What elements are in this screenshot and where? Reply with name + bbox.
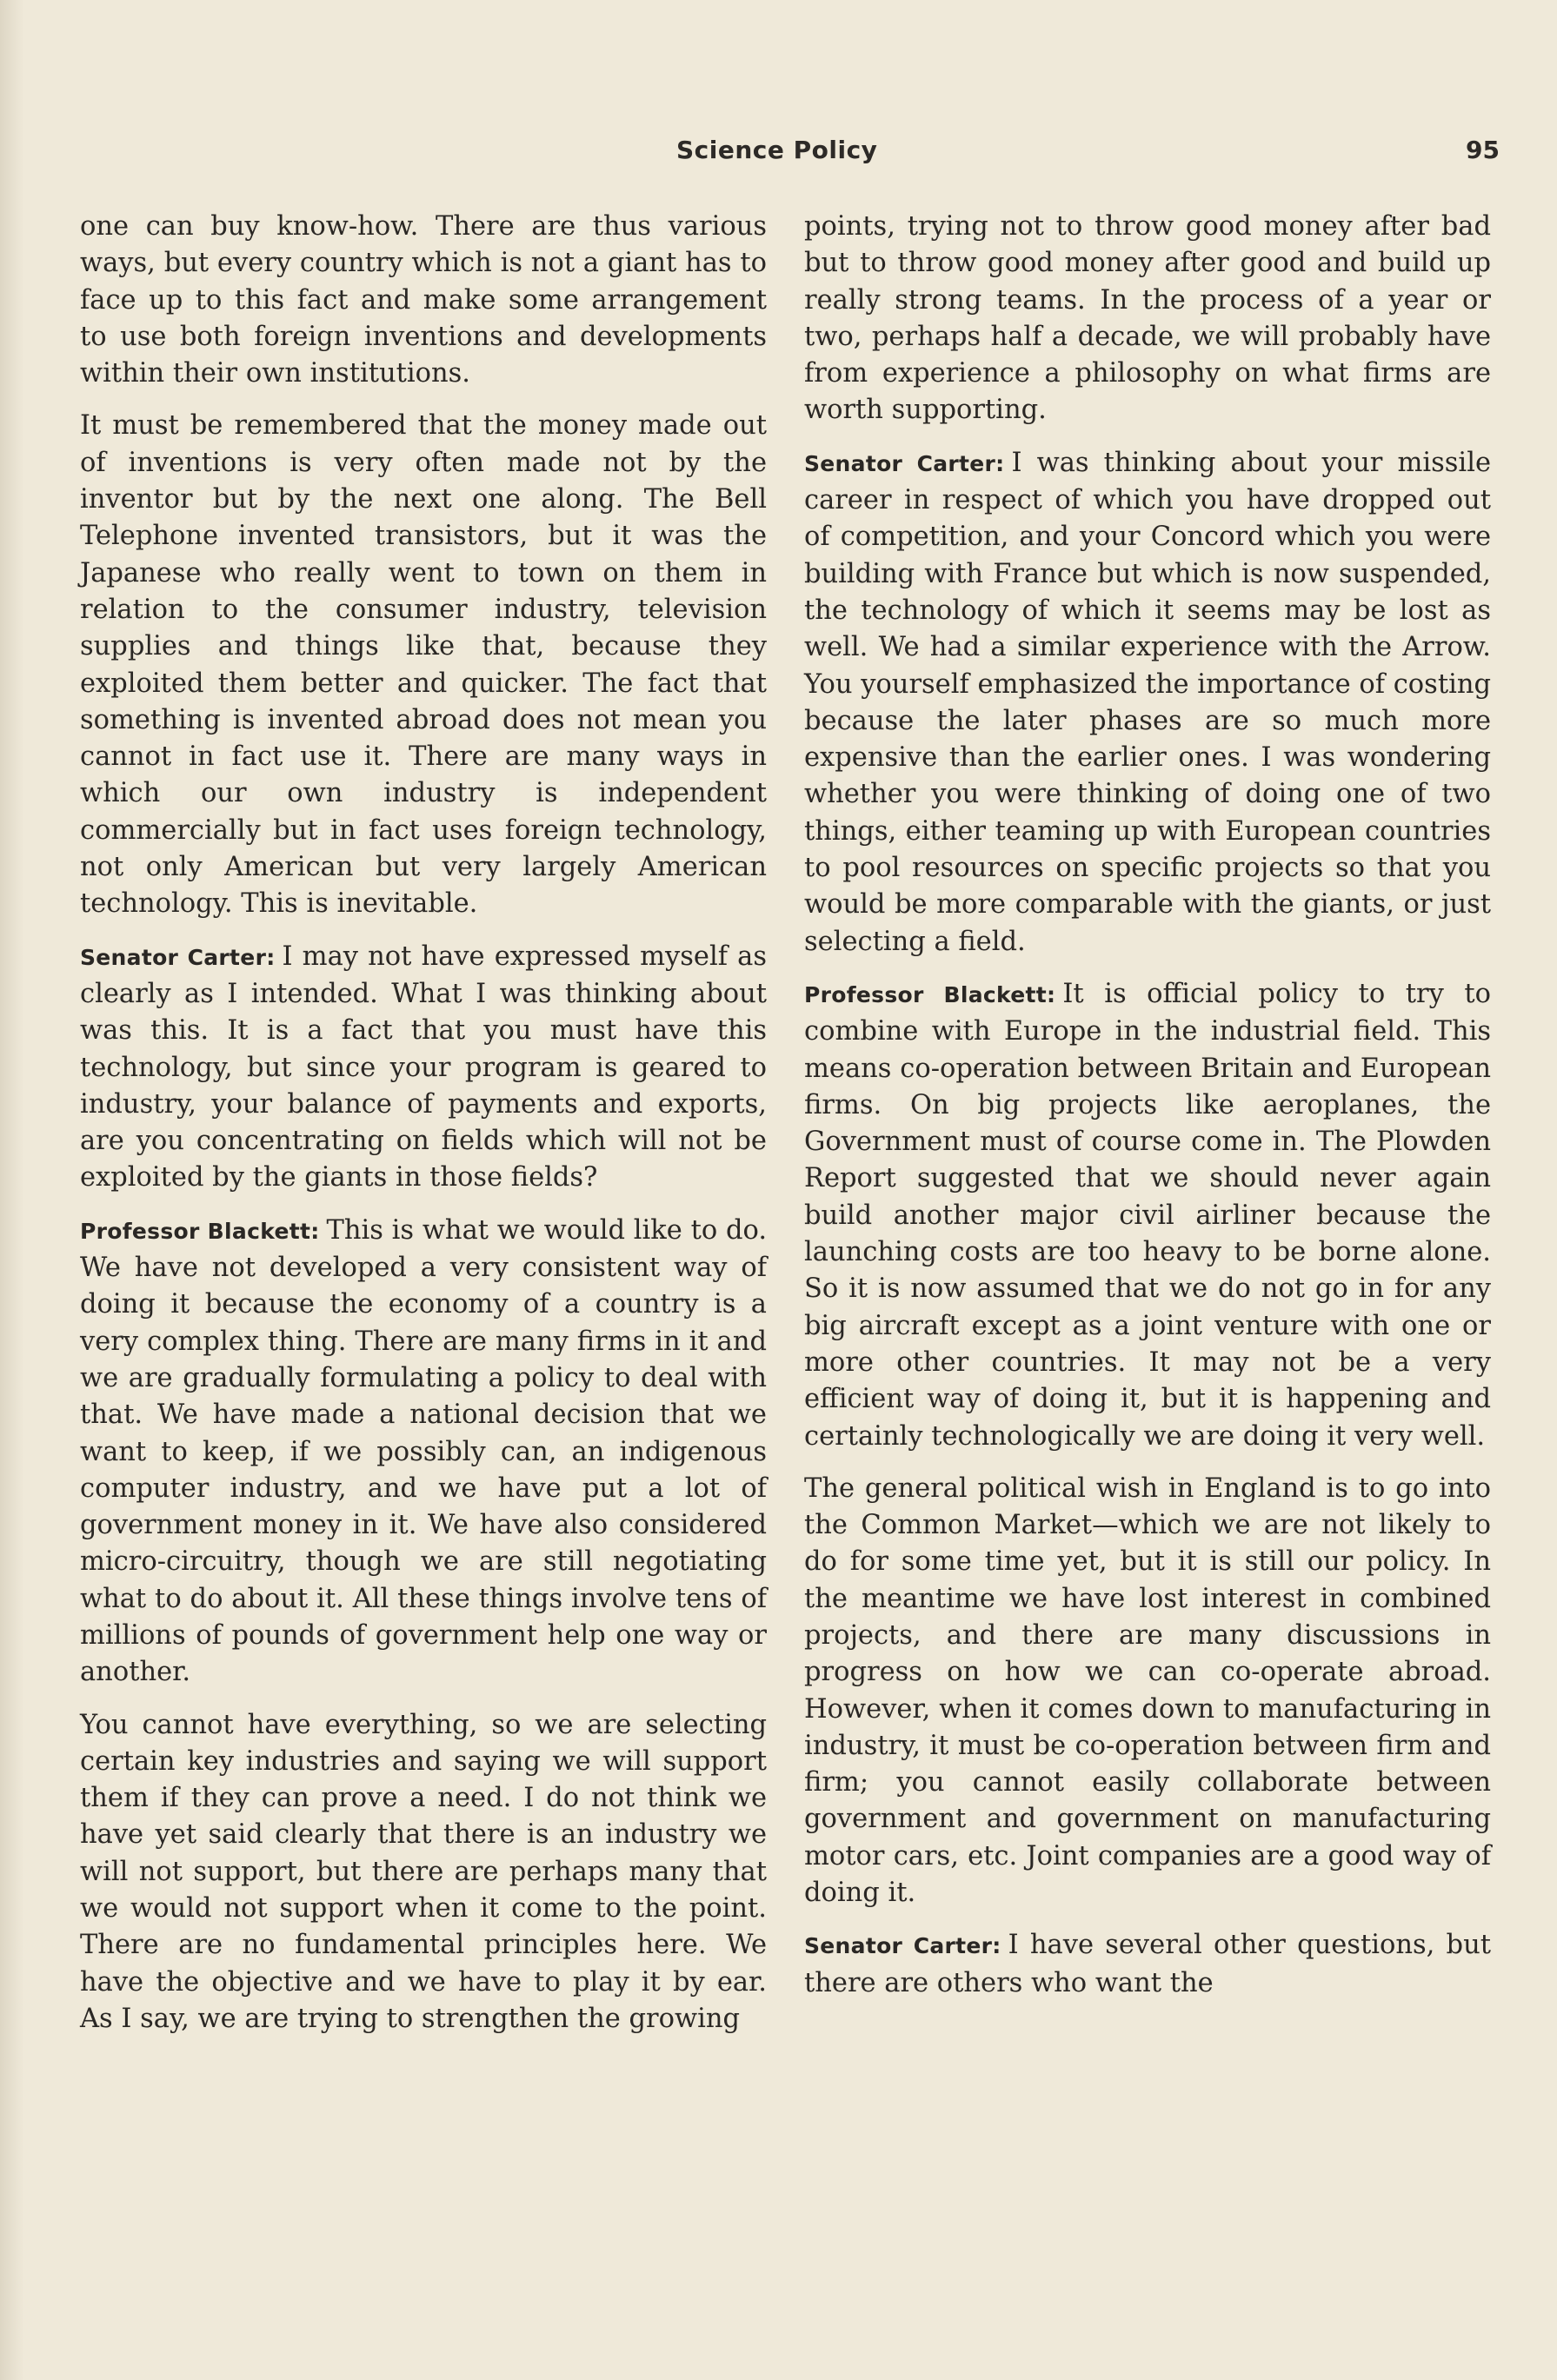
page-number: 95 xyxy=(1466,136,1500,164)
running-header xyxy=(0,136,1557,174)
paragraph xyxy=(804,976,1491,1455)
paragraph-text: points, trying not to throw good money after bad but to throw good money after good and build up really strong teams. In the process of a year or two, perhaps half a decade, we will probably have from experience a philosophy on what firms are worth supporting. xyxy=(804,211,1491,426)
speaker-label: Senator Carter: xyxy=(80,944,276,970)
paragraph xyxy=(80,939,767,1197)
paragraph xyxy=(804,209,1491,429)
paragraph-text: You cannot have everything, so we are selecting certain key industries and saying we will support them if they can prove a need. I do not think we have yet said clearly that there is an industry we will not support, but there are perhaps many that we would not support when it come to the point. There are no fundamental principles here. We have the objective and we have to play it by ear. As I say, we are trying to strengthen the growing xyxy=(80,1709,767,2034)
running-title: Science Policy xyxy=(676,136,878,164)
paragraph-text: I was thinking about your missile career in respect of which you have dropped out of competition, and your Concord which you were building with France but which is now suspended, the technology of which it seems may be lost as well. We had a similar experience with the Arrow. You yourself emphasized the importance of costing because the later phases are so much more expensive than the earlier ones. I was wondering whether you were thinking of doing one of two things, either teaming up with European countries to pool resources on specific projects so that you would be more comparable with the giants, or just selecting a field. xyxy=(804,447,1491,957)
paragraph-text: This is what we would like to do. We have not developed a very consistent way of doing it because the economy of a country is a very complex thing. There are many firms in it and we are gradually formulating a policy to deal with that. We have made a national decision that we want to keep, if we possibly can, an indigenous computer industry, and we have put a lot of government money in it. We have also considered micro-circuitry, though we are still negotiating what to do about it. All these things involve tens of millions of pounds of government help one way or another. xyxy=(80,1214,768,1688)
paragraph-text: It must be remembered that the money made out of inventions is very often made not by the inventor but by the next one along. The Bell Telephone invented transistors, but it was the Japanese who really went to town on them in relation to the consumer industry, television supplies and things like that, because they exploited them better and quicker. The fact that something is invented abroad does not mean you cannot in fact use it. There are many ways in which our own industry is independent commercially but in fact uses foreign technology, not only American but very largely American technology. This is inevitable. xyxy=(80,410,767,920)
paragraph xyxy=(80,1213,767,1692)
speaker-label: Senator Carter: xyxy=(804,1933,1001,1959)
left-column xyxy=(80,209,767,2053)
paragraph xyxy=(804,1471,1491,1912)
page-binding-shadow xyxy=(0,0,24,2380)
paragraph-text: The general political wish in England is to go into the Common Market—which we are not likely to do for some time yet, but it is still our policy. In the meantime we have lost interest in combined projects, and there are many discussions in progress on how we can co-operate abroad. However, when it comes down to manufacturing in industry, it must be co-operation between firm and firm; you cannot easily collaborate between government and government on manufacturing motor cars, etc. Joint companies are a good way of doing it. xyxy=(804,1473,1491,1909)
paragraph-text: one can buy know-how. There are thus various ways, but every country which is not a giant has to face up to this fact and make some arrangement to use both foreign inventions and developments within their own institutions. xyxy=(80,211,767,389)
paragraph xyxy=(80,209,767,392)
paragraph xyxy=(804,1927,1491,2002)
speaker-label: Professor Blackett: xyxy=(804,981,1056,1007)
speaker-label: Senator Carter: xyxy=(804,450,1005,476)
paragraph-text: It is official policy to try to combine with Europe in the industrial field. This means co-operation between Britain and European firms. On big projects like aeroplanes, the Government must of course come in. The Plowden Report suggested that we should never again build another major civil airliner because the launching costs are too heavy to be borne alone. So it is now assumed that we do not go in for any big aircraft except as a joint venture with one or more other countries. It may not be a very efficient way of doing it, but it is happening and certainly technologically we are doing it very well. xyxy=(804,978,1491,1452)
paragraph xyxy=(804,445,1491,961)
speaker-label: Professor Blackett: xyxy=(80,1218,320,1244)
paragraph-text: I may not have expressed myself as clearly as I intended. What I was thinking about was this. It is a fact that you must have this technology, but since your program is geared to industry, your balance of payments and exports, are you concentrating on fields which will not be exploited by the giants in those fields? xyxy=(80,941,767,1193)
right-column xyxy=(804,209,1491,2018)
paragraph-text: I have several other questions, but there are others who want the xyxy=(804,1930,1491,1998)
paragraph xyxy=(80,408,767,922)
paragraph xyxy=(80,1707,767,2038)
